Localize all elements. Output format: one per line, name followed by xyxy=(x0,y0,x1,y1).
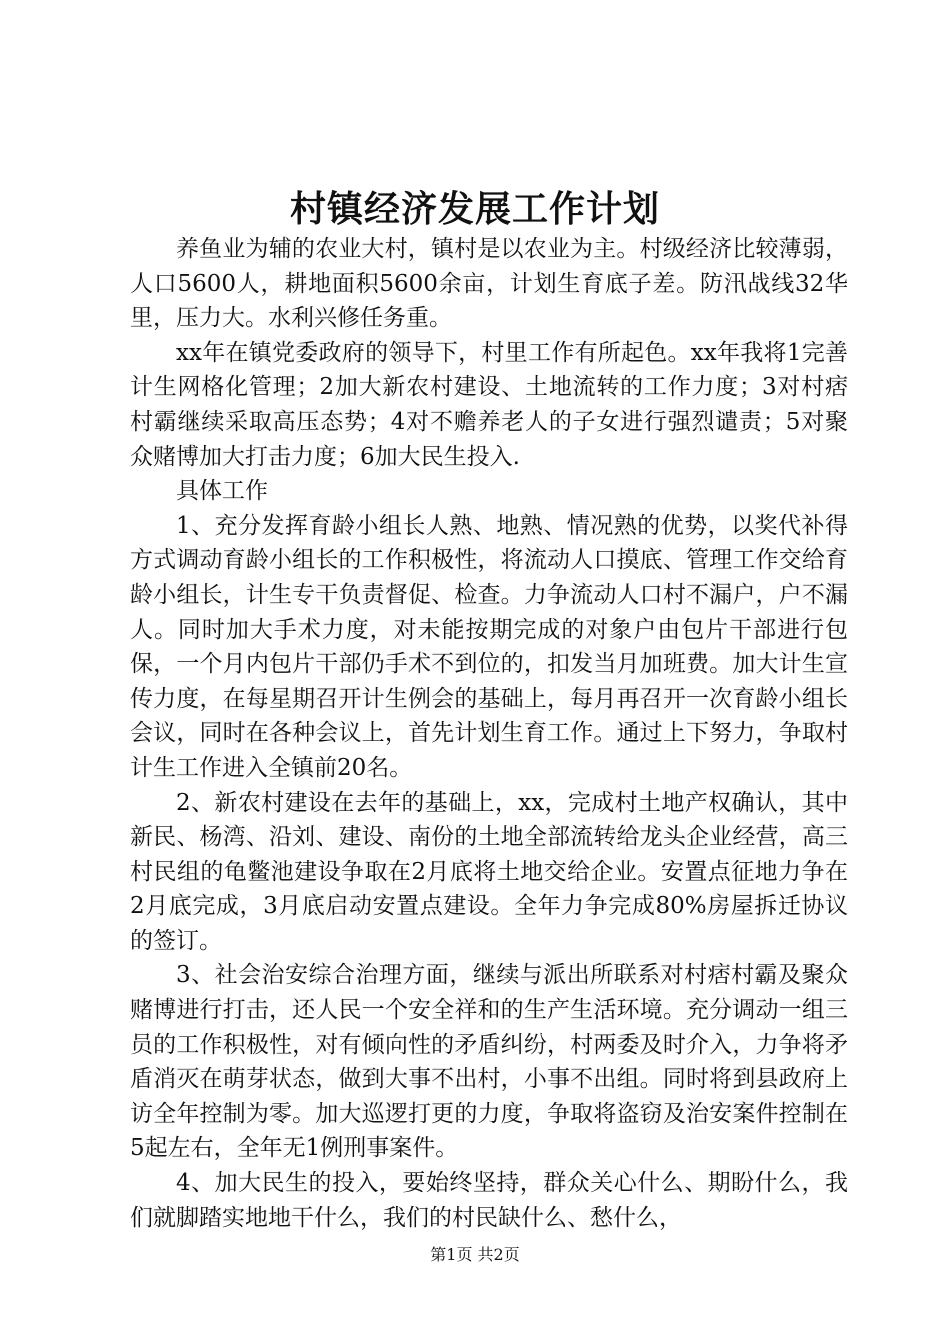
page-title: 村镇经济发展工作计划 xyxy=(289,188,660,230)
paragraph-item-1: 1、充分发挥育龄小组长人熟、地熟、情况熟的优势，以奖代补得方式调动育龄小组长的工作积极性，将流动人口摸底、管理工作交给育龄小组长，计生专干负责督促、检查。力争流动人口村不漏户，户不漏人。同时加大手术力度，对未能按期完成的对象户由包片干部进行包保，一个月内包片干部仍手术不到位的，扣发当月加班费。加大计生宣传力度，在每星期召开计生例会的基础上，每月再召开一次育龄小组长会议，同时在各种会议上，首先计划生育工作。通过上下努力，争取村计生工作进入全镇前20名。 xyxy=(130,512,848,781)
paragraph-item-2: 2、新农村建设在去年的基础上，xx，完成村土地产权确认，其中新民、杨湾、沿刘、建设、南份的土地全部流转给龙头企业经营，高三村民组的龟鳖池建设争取在2月底将土地交给企业。安置点征地力争在2月底完成，3月底启动安置点建设。全年力争完成80%房屋拆迁协议的签订。 xyxy=(130,789,848,954)
paragraph-plan: xx年在镇党委政府的领导下，村里工作有所起色。xx年我将1完善计生网格化管理；2加大新农村建设、土地流转的工作力度；3对村痞村霸继续采取高压态势；4对不赡养老人的子女进行强烈谴责；5对聚众赌博加大打击力度；6加大民生投入. xyxy=(130,339,848,470)
paragraph-heading-specific-work: 具体工作 xyxy=(176,478,268,505)
paragraph-item-4: 4、加大民生的投入，要始终坚持，群众关心什么、期盼什么，我们就脚踏实地地干什么，我们的村民缺什么、愁什么， xyxy=(130,1170,848,1231)
paragraph-intro: 养鱼业为辅的农业大村，镇村是以农业为主。村级经济比较薄弱，人口5600人，耕地面积5600余亩，计划生育底子差。防汛战线32华里，压力大。水利兴修任务重。 xyxy=(130,236,848,332)
paragraph-item-3: 3、社会治安综合治理方面，继续与派出所联系对村痞村霸及聚众赌博进行打击，还人民一个安全祥和的生产生活环境。充分调动一组三员的工作积极性，对有倾向性的矛盾纠纷，村两委及时介入，力争将矛盾消灭在萌芽状态，做到大事不出村，小事不出组。同时将到县政府上访全年控制为零。加大巡逻打更的力度，争取将盗窃及治安案件控制在5起左右，全年无1例刑事案件。 xyxy=(130,962,848,1162)
page-number-footer: 第1页 共2页 xyxy=(430,1245,520,1264)
document-body xyxy=(130,232,848,1235)
